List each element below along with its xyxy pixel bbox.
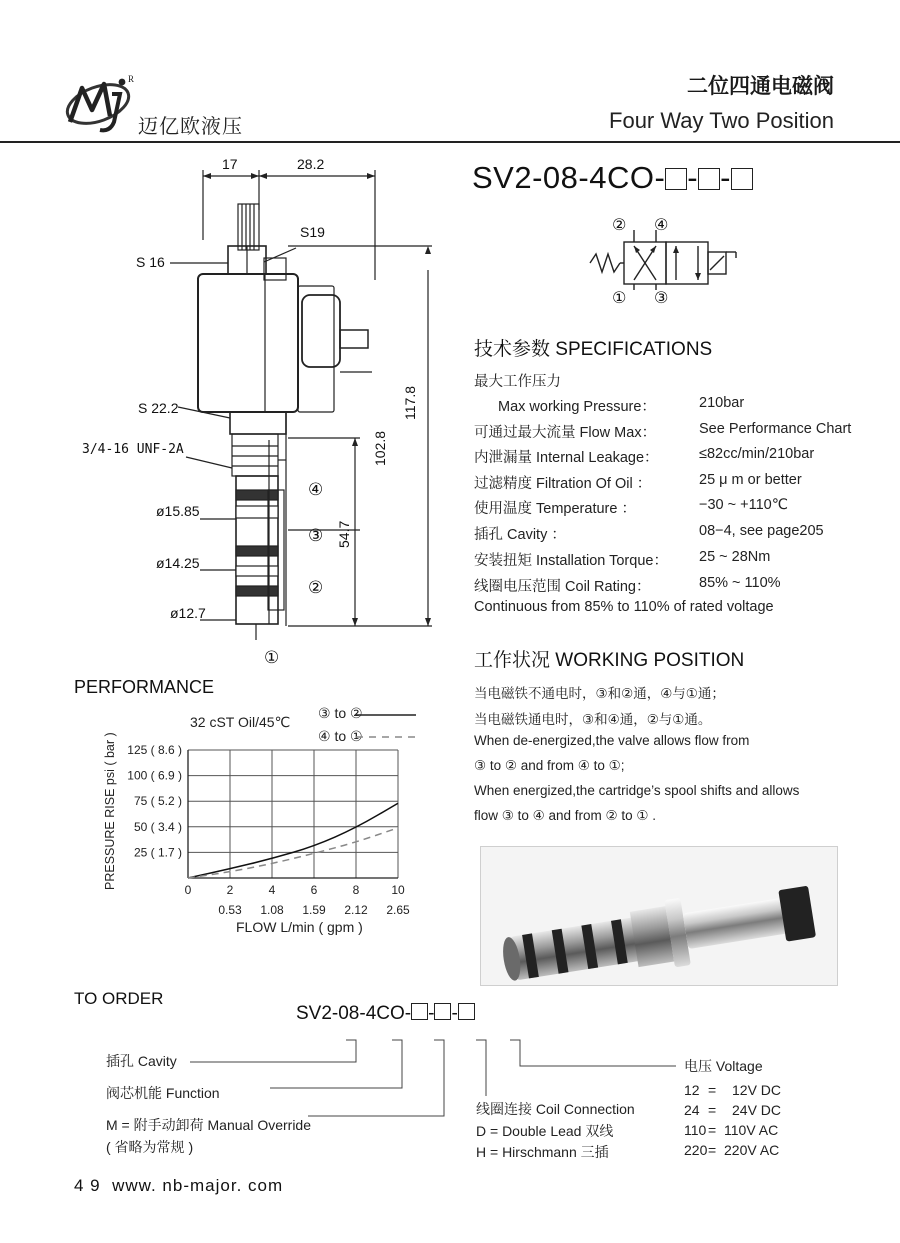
spec-value-7: 85% ~ 110% <box>699 575 781 591</box>
spec-label-3: 过滤精度 Filtration Of Oil ： <box>474 476 652 492</box>
symbol-port-3: ③ <box>654 290 669 307</box>
order-coil-d: D = Double Lead 双线 <box>476 1123 614 1139</box>
dim-s22: S 22.2 <box>138 400 179 416</box>
working-line-1: 当电磁铁通电时，③和④通，②与①通。 <box>474 712 712 727</box>
x-tick-label: 0 <box>184 883 192 897</box>
symbol-port-4: ④ <box>654 217 669 234</box>
spec-value-4: −30 ~ +110℃ <box>699 497 788 513</box>
order-box-1 <box>411 1003 428 1020</box>
performance-chart <box>60 740 440 940</box>
order-coil-title: 线圈连接 Coil Connection <box>476 1101 635 1117</box>
x-tick-label-gpm: 0.53 <box>218 903 242 917</box>
voltage-eq-3: = <box>708 1142 717 1158</box>
voltage-value-0: 12V DC <box>732 1082 782 1098</box>
order-coil-h: H = Hirschmann 三插 <box>476 1144 609 1160</box>
voltage-value-3: 220V AC <box>724 1142 780 1158</box>
voltage-code-2: 110 <box>684 1122 707 1138</box>
spec-label-0: Max working Pressure： <box>498 399 656 415</box>
voltage-code-0: 12 <box>684 1082 700 1098</box>
working-line-3: ③ to ② and from ④ to ①; <box>474 758 625 773</box>
spec-label-5: 插孔 Cavity ： <box>474 527 566 543</box>
order-code <box>296 1003 475 1025</box>
port-2-label: ② <box>308 578 324 597</box>
voltage-value-1: 24V DC <box>732 1102 782 1118</box>
model-code <box>472 160 753 196</box>
specs-title: 技术参数 SPECIFICATIONS <box>474 339 713 360</box>
legend-series-2: ④ to ① <box>318 728 363 744</box>
spec-label-6: 安装扭矩 Installation Torque： <box>474 553 668 569</box>
spec-label-4: 使用温度 Temperature ： <box>474 501 636 517</box>
model-sep-2: - <box>720 160 731 195</box>
dim-d12-7: ø12.7 <box>170 605 206 621</box>
page-title-en: Four Way Two Position <box>609 108 834 133</box>
model-prefix: SV2-08-4CO- <box>472 160 666 195</box>
order-box-3 <box>458 1003 475 1020</box>
order-box-2 <box>434 1003 451 1020</box>
page-title-zh: 二位四通电磁阀 <box>687 75 834 98</box>
spec-label-2: 内泄漏量 Internal Leakage： <box>474 450 659 466</box>
y-tick-label: 100 ( 6.9 ) <box>127 768 182 783</box>
footer-url: www. nb-major. com <box>112 1176 284 1195</box>
brand-logo <box>62 70 140 136</box>
x-tick-label-gpm: 2.12 <box>344 903 368 917</box>
header-divider <box>0 141 900 143</box>
order-voltage-title: 电压 Voltage <box>684 1058 763 1074</box>
spec-value-1: See Performance Chart <box>699 421 852 437</box>
series-line-1 <box>188 803 398 878</box>
order-override-note: ( 省略为常规 ) <box>106 1139 194 1155</box>
order-title: TO ORDER <box>74 989 164 1008</box>
port-3-label: ③ <box>308 526 324 545</box>
working-title: 工作状况 WORKING POSITION <box>474 650 745 671</box>
brand-name: 迈亿欧液压 <box>138 116 243 138</box>
spec-value-0: 210bar <box>699 395 745 411</box>
dim-28-2: 28.2 <box>297 156 325 172</box>
product-photo <box>480 846 838 986</box>
dim-102-8: 102.8 <box>372 430 388 466</box>
page-number: 4 9 <box>74 1176 101 1195</box>
cartridge-illustration <box>481 847 837 985</box>
voltage-code-1: 24 <box>684 1102 700 1118</box>
oil-condition: 32 cST Oil/45℃ <box>190 714 291 730</box>
working-line-0: 当电磁铁不通电时，③和②通，④与①通； <box>474 686 725 701</box>
port-1-label: ① <box>264 648 280 667</box>
spec-label-7: 线圈电压范围 Coil Rating： <box>474 579 651 595</box>
dim-17: 17 <box>222 156 238 172</box>
specs-note: Continuous from 85% to 110% of rated voltage <box>474 599 774 615</box>
x-tick-label: 10 <box>391 883 405 897</box>
x-tick-label: 4 <box>268 883 276 897</box>
legend-series-1: ③ to ② <box>318 705 363 721</box>
footer <box>74 1176 283 1196</box>
order-function: 阀芯机能 Function <box>106 1085 220 1101</box>
voltage-eq-0: = <box>708 1082 717 1098</box>
voltage-value-2: 110V AC <box>724 1122 779 1138</box>
model-box-3 <box>731 168 753 190</box>
model-sep-1: - <box>687 160 699 195</box>
spec-value-3: 25 μ m or better <box>699 472 802 488</box>
dim-d14-25: ø14.25 <box>156 555 200 571</box>
y-tick-label: 50 ( 3.4 ) <box>133 819 182 834</box>
x-tick-label-gpm: 1.08 <box>260 903 284 917</box>
spec-label-1: 可通过最大流量 Flow Max： <box>474 425 657 441</box>
working-line-4: When energized,the cartridge’s spool shifts and allows <box>474 783 800 798</box>
spec-value-2: ≤82cc/min/210bar <box>699 446 815 462</box>
model-box-2 <box>698 168 720 190</box>
chart-xlabel: FLOW L/min ( gpm ) <box>236 919 363 935</box>
registered-mark: R <box>128 74 135 84</box>
dimension-drawing <box>60 150 460 680</box>
dim-thread: 3/4-16 UNF-2A <box>82 442 184 457</box>
spec-value-5: 08−4, see page205 <box>699 523 824 539</box>
x-tick-label-gpm: 1.59 <box>302 903 326 917</box>
voltage-code-3: 220 <box>684 1142 708 1158</box>
x-tick-label: 2 <box>226 883 234 897</box>
working-line-5: flow ③ to ④ and from ② to ① . <box>474 808 656 823</box>
symbol-port-2: ② <box>612 217 627 234</box>
order-code-prefix: SV2-08-4CO- <box>296 1003 412 1024</box>
order-cavity: 插孔 Cavity <box>106 1053 177 1069</box>
voltage-eq-2: = <box>708 1122 717 1138</box>
specs-intro: 最大工作压力 <box>474 374 561 390</box>
chart-ylabel: PRESSURE RISE psi ( bar ) <box>103 732 117 890</box>
model-box-1 <box>665 168 687 190</box>
voltage-eq-1: = <box>708 1102 717 1118</box>
dim-54-7: 54.7 <box>336 520 352 548</box>
port-4-label: ④ <box>308 480 324 499</box>
dim-s19: S19 <box>300 224 325 240</box>
y-tick-label: 75 ( 5.2 ) <box>133 794 182 809</box>
dim-s16: S 16 <box>136 254 165 270</box>
y-tick-label: 25 ( 1.7 ) <box>133 845 182 860</box>
chart-legend <box>352 705 422 745</box>
working-line-2: When de-energized,the valve allows flow from <box>474 733 750 748</box>
order-sep-2: - <box>451 1003 458 1024</box>
y-tick-label: 125 ( 8.6 ) <box>127 743 182 757</box>
performance-title: PERFORMANCE <box>74 677 215 697</box>
x-tick-label: 8 <box>352 883 360 897</box>
x-tick-label: 6 <box>310 883 318 897</box>
order-override: M = 附手动卸荷 Manual Override <box>106 1117 311 1133</box>
spec-value-6: 25 ~ 28Nm <box>699 549 771 565</box>
hydraulic-symbol <box>588 230 748 290</box>
x-tick-label-gpm: 2.65 <box>386 903 410 917</box>
dim-d15-85: ø15.85 <box>156 503 200 519</box>
symbol-port-1: ① <box>612 290 627 307</box>
order-sep-1: - <box>428 1003 435 1024</box>
dim-117-8: 117.8 <box>402 386 418 420</box>
